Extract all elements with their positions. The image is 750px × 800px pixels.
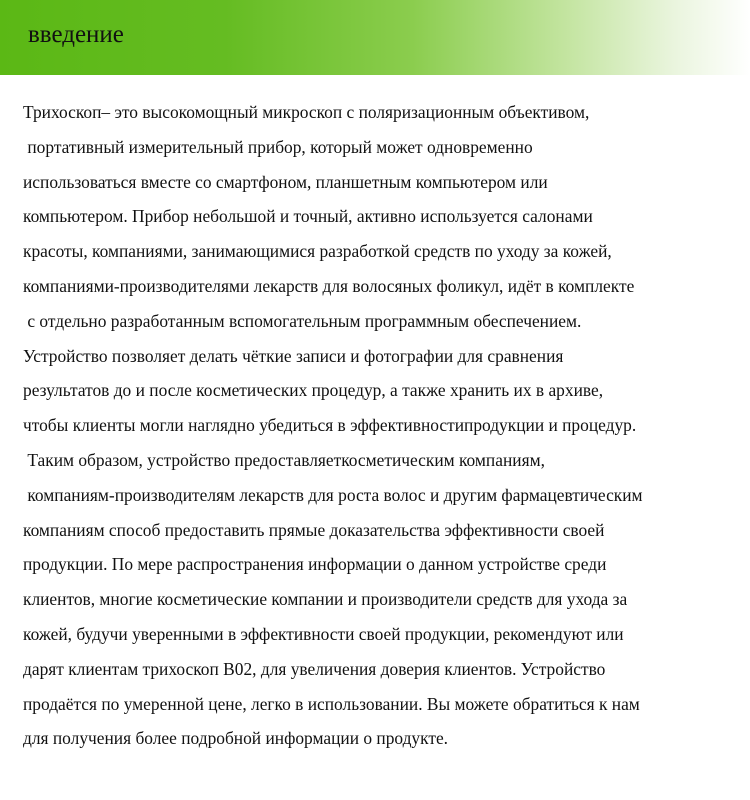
- text-line: чтобы клиенты могли наглядно убедиться в эффективностипродукции и процедур.: [23, 415, 637, 436]
- intro-paragraph: [23, 95, 748, 756]
- text-line: результатов до и после косметических процедур, а также хранить их в архиве,: [23, 380, 604, 401]
- text-line: дарят клиентам трихоскоп B02, для увеличения доверия клиентов. Устройство: [23, 658, 606, 679]
- text-line: использоваться вместе со смартфоном, планшетным компьютером или: [23, 171, 548, 192]
- page-title: введение: [28, 21, 124, 48]
- text-line: клиентов, многие косметические компании и производители средств для ухода за: [23, 589, 628, 610]
- text-line: продукции. По мере распространения информации о данном устройстве среди: [23, 554, 607, 575]
- text-line: продаётся по умеренной цене, легко в использовании. Вы можете обратиться к нам: [23, 693, 640, 714]
- text-line: красоты, компаниями, занимающимися разработкой средств по уходу за кожей,: [23, 241, 612, 262]
- text-line: кожей, будучи уверенными в эффективности своей продукции, рекомендуют или: [23, 623, 624, 644]
- text-line: Трихоскоп– это высокомощный микроскоп с поляризационным объективом,: [23, 102, 590, 122]
- text-line: портативный измерительный прибор, который может одновременно: [23, 136, 533, 157]
- text-line: компаниям способ предоставить прямые доказательства эффективности своей: [23, 519, 605, 540]
- text-line: Устройство позволяет делать чёткие записи и фотографии для сравнения: [23, 345, 564, 366]
- text-line: Таким образом, устройство предоставляеткосметическим компаниям,: [23, 449, 545, 470]
- text-line: компаниями-производителями лекарств для волосяных фоликул, идёт в комплекте: [23, 275, 635, 296]
- header-banner: [0, 0, 750, 75]
- text-line: компаниям-производителям лекарств для роста волос и другим фармацевтическим: [23, 484, 643, 505]
- text-line: компьютером. Прибор небольшой и точный, активно используется салонами: [23, 206, 593, 227]
- text-line: для получения более подробной информации о продукте.: [23, 728, 449, 749]
- text-line: с отдельно разработанным вспомогательным программным обеспечением.: [23, 310, 582, 331]
